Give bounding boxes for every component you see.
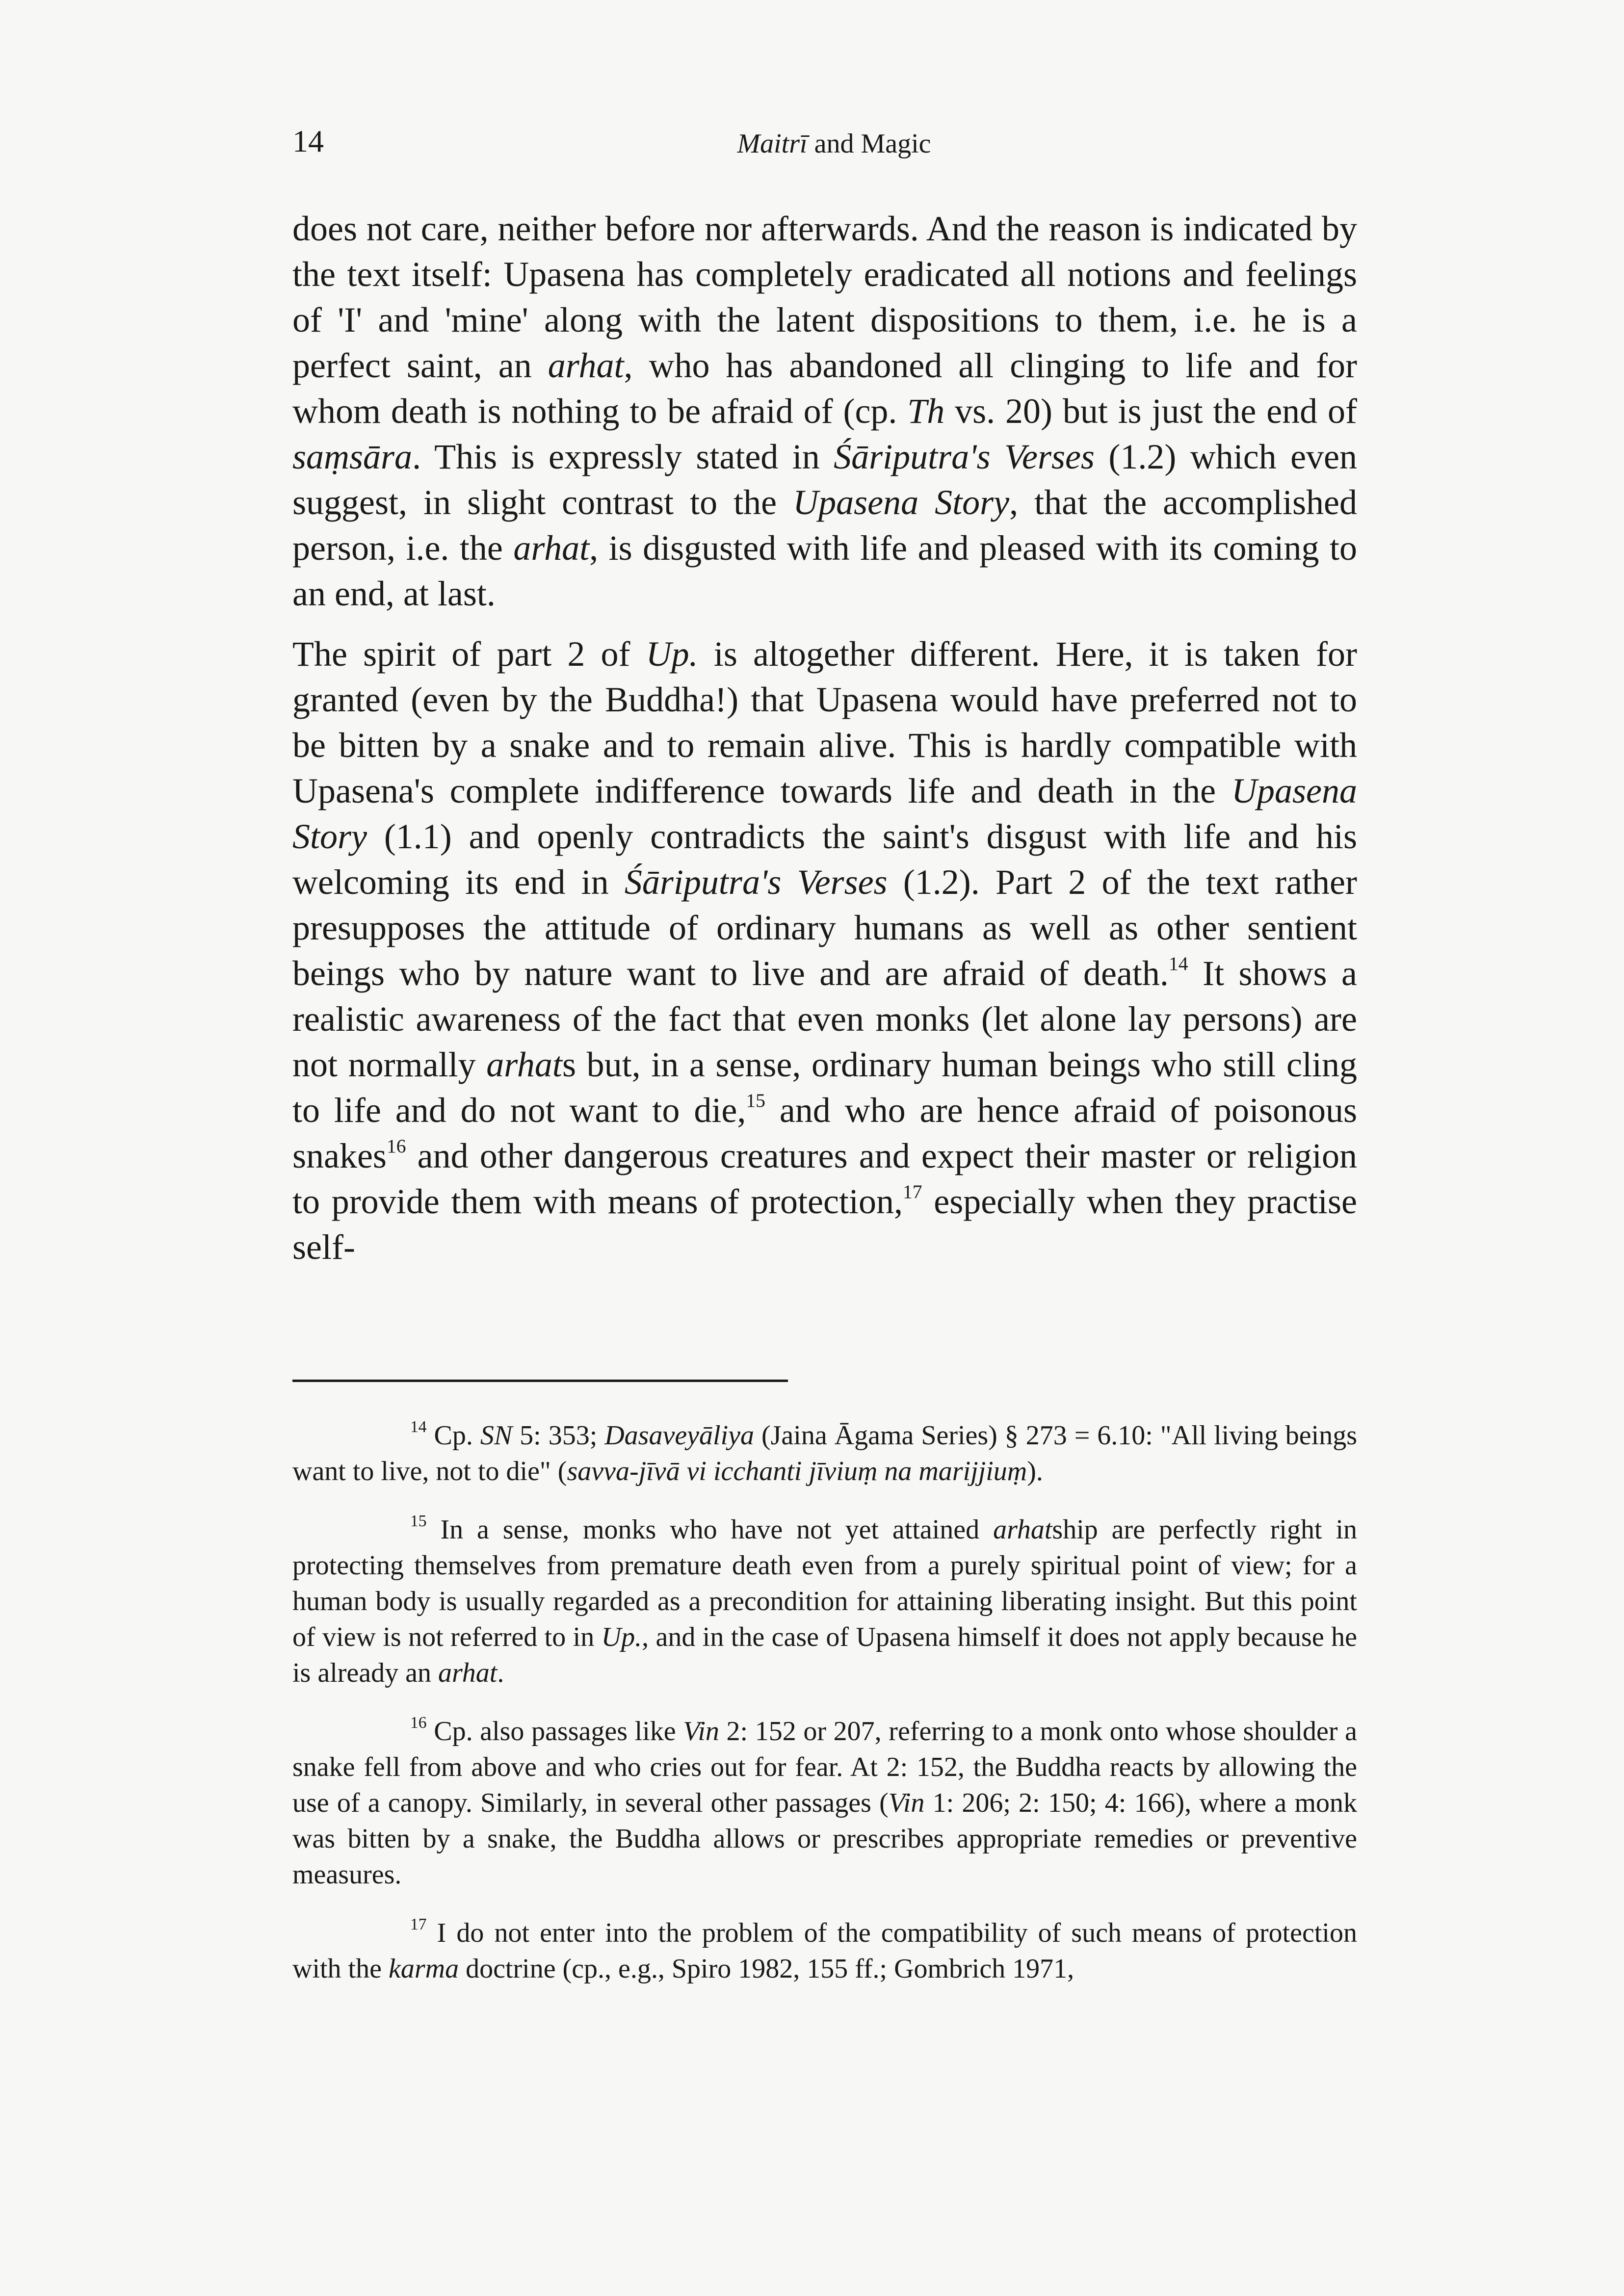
italic-term: Śāriputra's Verses (834, 437, 1095, 476)
text-run: and who are hence afraid of poisonous snakes (292, 1091, 1358, 1175)
italic-term: arhat (513, 528, 590, 568)
footnote-ref-17[interactable]: 17 (902, 1181, 922, 1203)
italic-term: Vin (888, 1788, 925, 1818)
text-run: , is disgusted with life and pleased with its coming to an end, at last. (292, 528, 1357, 613)
italic-term: Th (907, 391, 945, 431)
footnote-ref-14[interactable]: 14 (1168, 953, 1188, 975)
text-run: , that the accomplished person, i.e. the (292, 483, 1358, 568)
footnote-16 (292, 1714, 1357, 1893)
footnote-ref-16[interactable]: 16 (386, 1135, 406, 1157)
text-run: It shows a realistic awareness of the fact that even monks (let alone lay persons) are not normally (292, 954, 1357, 1084)
text-run: The spirit of part 2 of (292, 634, 646, 674)
page-number: 14 (292, 124, 324, 158)
footnote-divider (292, 1380, 788, 1382)
footnote-17 (292, 1915, 1357, 1987)
text-run: In a sense, monks who have not yet attained (426, 1514, 994, 1545)
text-run: I do not enter into the problem of the compatibility of such means of protection with the (292, 1918, 1357, 1984)
text-run: 2: 152 or 207, referring to a monk onto whose shoulder a snake fell from above and who cries out for fear. At 2: 152, the Buddha reacts by allowing the use of a canopy. Similarly, in several other passages ( (292, 1716, 1358, 1818)
footnote-marker: 17 (410, 1915, 427, 1934)
text-run: Cp. (426, 1420, 480, 1451)
footnote-15 (292, 1512, 1357, 1691)
text-run: especially when they practise self- (292, 1182, 1357, 1267)
text-run: (1.1) and openly contradicts the saint's disgust with life and his welcoming its end in (292, 817, 1357, 902)
paragraph-2 (292, 631, 1357, 1270)
paragraph-1 (292, 206, 1357, 617)
text-run: (1.2). Part 2 of the text rather presupposes the attitude of ordinary humans as well as other sentient beings who by nature want to live and are afraid of death. (292, 862, 1357, 993)
italic-term: savva-jīvā vi icchanti jīviuṃ na marijjiuṃ (567, 1456, 1027, 1487)
running-head (687, 127, 981, 161)
text-run: ship are perfectly right in protecting themselves from premature death even from a purely spiritual point of view; for a human body is usually regarded as a precondition for attaining liberating insight. But this point of view is not referred to in (292, 1514, 1358, 1652)
text-run: vs. 20) but is just the end of (944, 391, 1357, 431)
footnote-14 (292, 1418, 1357, 1489)
italic-term: Śāriputra's Verses (624, 862, 888, 902)
text-run: Cp. also passages like (426, 1716, 683, 1747)
text-run: . This is expressly stated in (412, 437, 834, 476)
text-run: , who has abandoned all clinging to life and for whom death is nothing to be afraid of (cp. (292, 346, 1357, 431)
italic-term: Up. (601, 1622, 642, 1652)
running-head-rest: and Magic (807, 129, 931, 159)
text-run: , and in the case of Upasena himself it does not apply because he is already an (292, 1622, 1357, 1688)
italic-term: arhat (548, 346, 624, 385)
text-run: (1.2) which even suggest, in slight contrast to the (292, 437, 1357, 522)
italic-term: Vin (683, 1716, 719, 1747)
footnotes (292, 1418, 1357, 1987)
footnote-marker: 14 (410, 1418, 427, 1436)
main-text (292, 206, 1357, 1270)
text-run: does not care, neither before nor afterwards. And the reason is indicated by the text itself: Upasena has completely eradicated all notions and feelings of 'I' and 'mine' along with the latent dispositions to them, i.e. he is a perfect saint, an (292, 209, 1357, 385)
text-run: 1: 206; 2: 150; 4: 166), where a monk was bitten by a snake, the Buddha allows or prescribes appropriate remedies or preventive measures. (292, 1788, 1358, 1890)
text-run: (Jaina Āgama Series) § 273 = 6.10: "All living beings want to live, not to die" ( (292, 1420, 1357, 1487)
italic-term: arhat (486, 1045, 562, 1084)
italic-term: arhat (993, 1514, 1052, 1545)
italic-term: Up. (646, 634, 698, 674)
italic-term: Upasena Story (793, 483, 1010, 522)
italic-term: Upasena Story (292, 771, 1357, 856)
footnote-marker: 16 (410, 1714, 427, 1732)
text-run: . (497, 1658, 504, 1688)
italic-term: SN (480, 1420, 513, 1451)
text-run: is altogether different. Here, it is taken for granted (even by the Buddha!) that Upasena would have preferred not to be bitten by a snake and to remain alive. This is hardly compatible with Upasena's complete indifference towards life and death in the (292, 634, 1357, 810)
text-run: and other dangerous creatures and expect their master or religion to provide them with means of protection, (292, 1136, 1357, 1221)
footnote-marker: 15 (410, 1512, 427, 1531)
running-head-title: Maitrī (737, 129, 808, 159)
text-run: doctrine (cp., e.g., Spiro 1982, 155 ff.; Gombrich 1971, (459, 1954, 1074, 1984)
italic-term: karma (388, 1954, 459, 1984)
text-run: ). (1027, 1456, 1043, 1487)
footnote-ref-15[interactable]: 15 (746, 1090, 765, 1112)
text-run: s but, in a sense, ordinary human beings who still cling to life and do not want to die, (292, 1045, 1357, 1130)
italic-term: Dasaveyāliya (604, 1420, 755, 1451)
italic-term: saṃsāra (292, 437, 413, 476)
italic-term: arhat (438, 1658, 498, 1688)
text-run: 5: 353; (512, 1420, 605, 1451)
